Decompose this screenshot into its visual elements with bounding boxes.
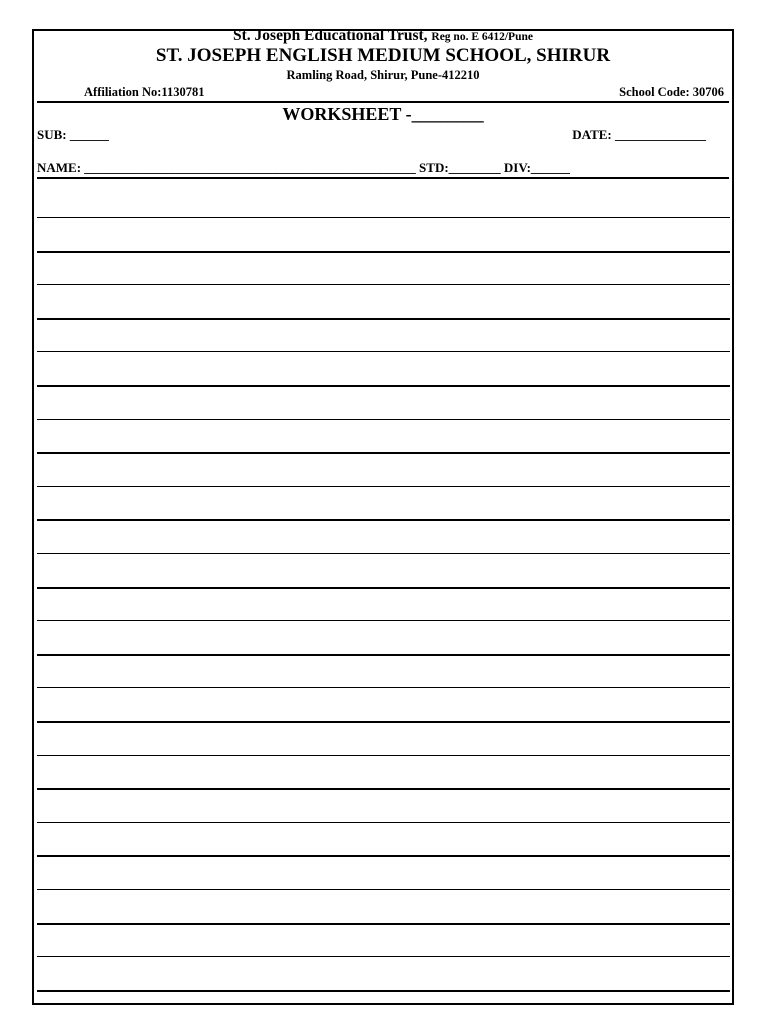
writing-line	[37, 990, 730, 992]
writing-lines	[37, 179, 730, 1003]
worksheet-frame	[32, 29, 734, 1005]
writing-line	[37, 587, 730, 589]
writing-line	[37, 923, 730, 925]
writing-line	[37, 788, 730, 790]
writing-line	[37, 318, 730, 320]
writing-line	[37, 721, 730, 723]
writing-line	[37, 251, 730, 253]
school-name: ST. JOSEPH ENGLISH MEDIUM SCHOOL, SHIRUR	[155, 45, 611, 66]
subject-field: SUB: ______	[37, 127, 109, 142]
school-code: School Code: 30706	[619, 85, 724, 99]
div-field: DIV:______	[503, 160, 570, 175]
worksheet-title: WORKSHEET -________	[282, 104, 484, 124]
writing-line	[37, 755, 730, 756]
writing-line	[37, 419, 730, 420]
writing-line	[37, 620, 730, 621]
writing-line	[37, 486, 730, 487]
trust-registration: Reg no. E 6412/Pune	[431, 31, 533, 43]
writing-line	[37, 855, 730, 857]
writing-line	[37, 452, 730, 454]
writing-line	[37, 889, 730, 890]
writing-line	[37, 351, 730, 352]
writing-line	[37, 217, 730, 218]
writing-line	[37, 284, 730, 285]
trust-name: St. Joseph Educational Trust,	[233, 27, 428, 44]
std-field: STD:________	[419, 160, 501, 175]
writing-line	[37, 822, 730, 823]
writing-line	[37, 654, 730, 656]
writing-line	[37, 385, 730, 387]
school-address: Ramling Road, Shirur, Pune-412210	[286, 68, 480, 82]
writing-line	[37, 687, 730, 688]
writing-line	[37, 553, 730, 554]
writing-line	[37, 519, 730, 521]
affiliation-number: Affiliation No:1130781	[84, 85, 205, 99]
date-field: DATE: ______________	[572, 127, 706, 142]
writing-line	[37, 956, 730, 957]
header-divider	[37, 101, 729, 103]
student-details-row	[37, 160, 570, 175]
trust-heading	[34, 28, 732, 45]
name-field: NAME: ___________________________________________________	[37, 160, 416, 175]
